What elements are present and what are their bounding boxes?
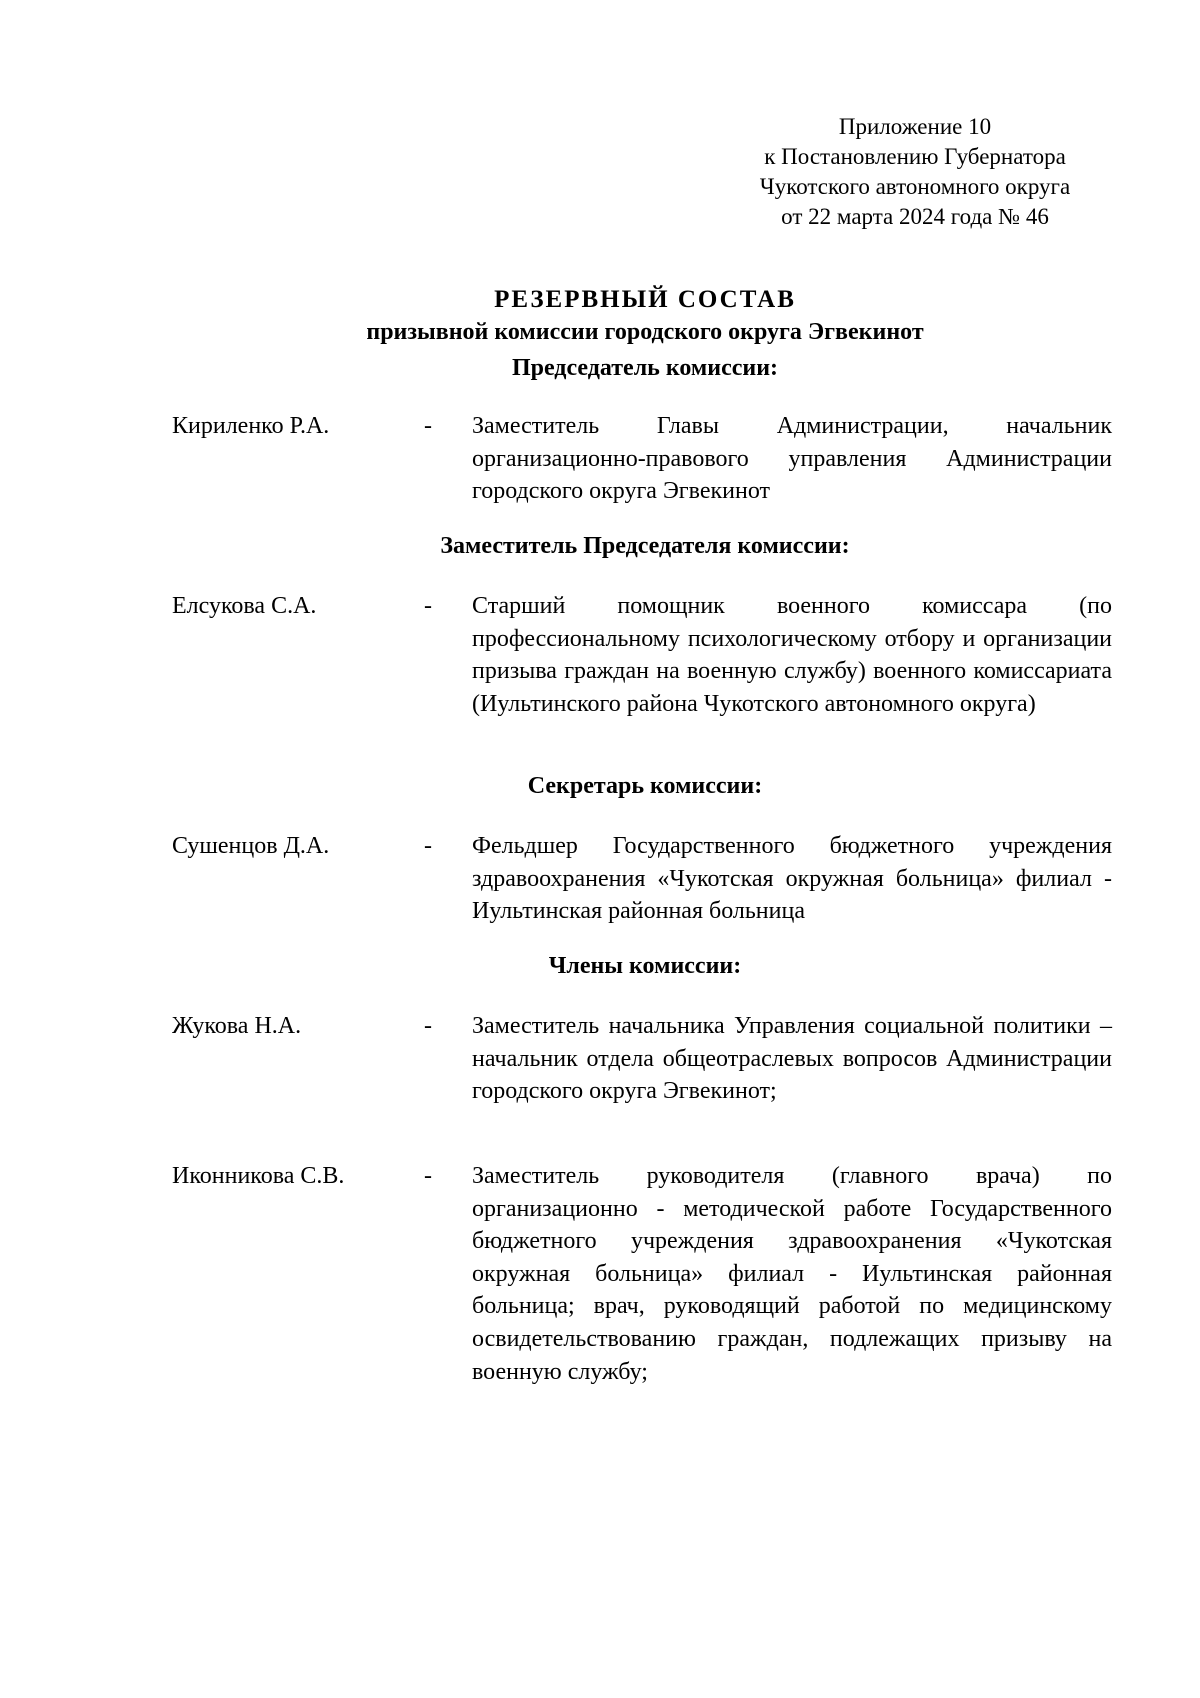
secretary-role: Фельдшер Государственного бюджетного учреждения здравоохранения «Чукотская окружная больница» филиал - Иультинская районная больница <box>472 833 1112 925</box>
chairman-heading: Председатель комиссии: <box>511 355 779 381</box>
appendix-block <box>730 112 1100 232</box>
deputy-role: Старший помощник военного комиссара (по профессиональному психологическому отбору и организации призыва граждан на военную службу) военного комиссариата (Иультинского района Чукотского автономного округа) <box>472 593 1112 717</box>
members-heading: Члены комиссии: <box>548 953 742 979</box>
chairman-name: Кириленко Р.А. <box>172 413 330 439</box>
chairman-dash: - <box>424 413 432 439</box>
document-title: РЕЗЕРВНЫЙ СОСТАВ <box>494 286 796 313</box>
appendix-line-1: Приложение 10 <box>838 114 992 139</box>
member-role: Заместитель начальника Управления социальной политики – начальник отдела общеотраслевых вопросов Администрации городского округа Эгвекинот; <box>472 1013 1112 1105</box>
member-dash: - <box>424 1163 432 1189</box>
member-name: Жукова Н.А. <box>172 1013 302 1039</box>
deputy-dash: - <box>424 593 432 619</box>
member-name: Иконникова С.В. <box>172 1163 345 1189</box>
chairman-role: Заместитель Главы Администрации, начальник организационно-правового управления Администрации городского округа Эгвекинот <box>472 413 1112 505</box>
document-subtitle: призывной комиссии городского округа Эгвекинот <box>366 319 924 345</box>
secretary-name: Сушенцов Д.А. <box>172 833 330 859</box>
deputy-heading: Заместитель Председателя комиссии: <box>440 533 850 559</box>
member-dash: - <box>424 1013 432 1039</box>
appendix-line-4: от 22 марта 2024 года № 46 <box>781 204 1049 229</box>
appendix-line-3: Чукотского автономного округа <box>759 174 1071 199</box>
deputy-name: Елсукова С.А. <box>172 593 317 619</box>
appendix-line-2: к Постановлению Губернатора <box>764 144 1066 169</box>
member-role: Заместитель руководителя (главного врача) по организационно - методической работе Государственного бюджетного учреждения здравоохранения «Чукотская окружная больница» филиал - Иультинская районная больница; врач, руководящий работой по медицинскому освидетельствованию граждан, подлежащих призыву на военную службу; <box>472 1163 1112 1385</box>
secretary-dash: - <box>424 833 432 859</box>
secretary-heading: Секретарь комиссии: <box>527 773 763 799</box>
